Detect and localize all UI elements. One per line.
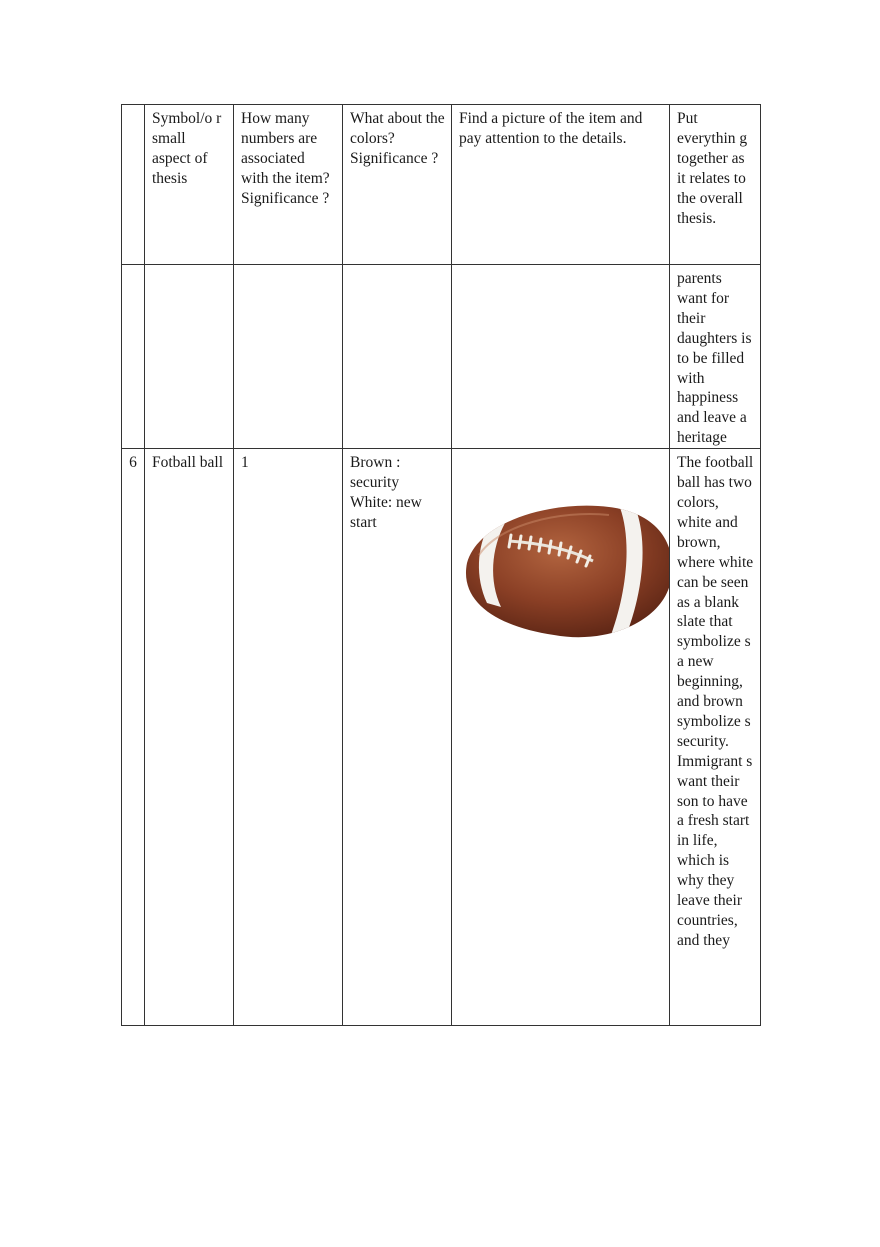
empty-cell [122,265,145,449]
table-row [122,265,761,449]
symbol-analysis-table [121,104,761,1026]
header-numbers-cell: How many numbers are associated with the item? Significance ? [234,105,343,265]
table-row [122,449,761,1026]
row-number-cell: 6 [122,449,145,1026]
empty-cell [145,265,234,449]
picture-cell [452,449,670,1026]
numbers-cell: 1 [234,449,343,1026]
symbol-cell: Fotball ball [145,449,234,1026]
white-color-note: White: new start [350,493,422,531]
thesis-cell: The football ball has two colors, white and brown, where white can be seen as a blank slate that symbolize s a new beginning, and brown symbolize s security. Immigrant s want their son to have a fresh start in life, which is why they leave their countries, and they [670,449,761,1026]
header-picture-cell: Find a picture of the item and pay attention to the details. [452,105,670,265]
empty-cell [452,265,670,449]
brown-color-note: Brown : security [350,454,401,492]
colors-cell [343,449,452,1026]
american-football-image [459,479,663,659]
continued-thesis-cell: parents want for their daughters is to be filled with happiness and leave a heritage [670,265,761,449]
header-thesis-cell: Put everythin g together as it relates to the overall thesis. [670,105,761,265]
football-icon [459,479,670,659]
header-symbol-cell: Symbol/o r small aspect of thesis [145,105,234,265]
table-header-row [122,105,761,265]
empty-cell [343,265,452,449]
empty-cell [234,265,343,449]
header-colors-cell: What about the colors? Significance ? [343,105,452,265]
header-number-cell [122,105,145,265]
